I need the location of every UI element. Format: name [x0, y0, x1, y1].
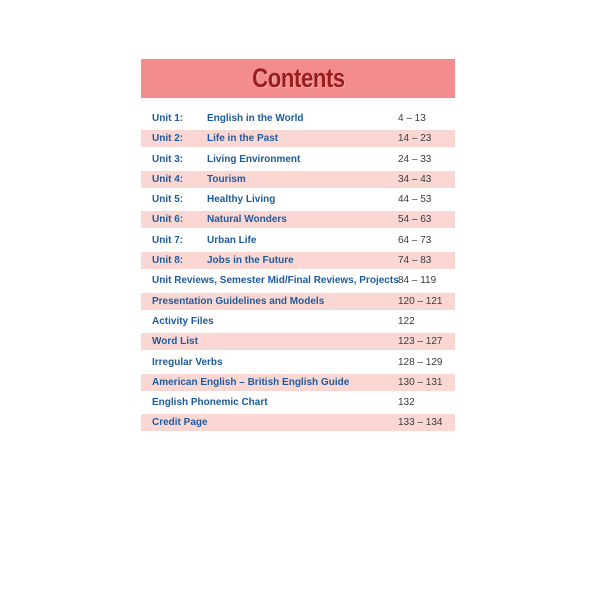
toc-entry-title: Living Environment — [207, 153, 301, 165]
toc-entry-title: Urban Life — [207, 234, 257, 246]
toc-row-activity-files[interactable] — [141, 313, 455, 330]
toc-page-range: 123 – 127 — [398, 336, 443, 348]
toc-entry-title: Jobs in the Future — [207, 255, 294, 267]
toc-row-unit-6[interactable] — [141, 211, 455, 228]
toc-unit-label: Unit 3: — [152, 153, 184, 165]
toc-page-range: 128 – 129 — [398, 356, 443, 368]
toc-entry-title: Presentation Guidelines and Models — [152, 295, 325, 307]
toc-row-unit-2[interactable] — [141, 130, 455, 147]
table-of-contents — [141, 110, 455, 435]
toc-entry-title: American English – British English Guide — [152, 376, 350, 388]
toc-entry-title: English Phonemic Chart — [152, 397, 268, 409]
toc-page-range: 84 – 119 — [398, 275, 437, 287]
toc-page-range: 14 – 23 — [398, 133, 432, 145]
toc-page-range: 64 – 73 — [398, 234, 432, 246]
toc-row-unit-4[interactable] — [141, 171, 455, 188]
toc-page-range: 4 – 13 — [398, 113, 426, 124]
toc-row-irregular-verbs[interactable] — [141, 354, 455, 371]
toc-page-range: 74 – 83 — [398, 255, 432, 267]
toc-row-unit-5[interactable] — [141, 191, 455, 208]
toc-unit-label: Unit 6: — [152, 214, 184, 226]
toc-entry-title: Unit Reviews, Semester Mid/Final Reviews, Projects — [152, 275, 399, 287]
toc-unit-label: Unit 4: — [152, 173, 184, 185]
toc-row-unit-1[interactable] — [141, 110, 455, 127]
toc-entry-title: Irregular Verbs — [152, 356, 223, 368]
toc-entry-title: Activity Files — [152, 315, 214, 327]
toc-row-credit-page[interactable] — [141, 414, 455, 431]
toc-entry-title: Healthy Living — [207, 194, 276, 206]
toc-entry-title: Word List — [152, 336, 198, 348]
toc-entry-title: Tourism — [207, 173, 246, 185]
toc-unit-label: Unit 5: — [152, 194, 184, 206]
toc-page-range: 24 – 33 — [398, 153, 432, 165]
toc-entry-title: Natural Wonders — [207, 214, 287, 226]
toc-entry-title: Life in the Past — [207, 133, 279, 145]
toc-unit-label: Unit 2: — [152, 133, 184, 145]
toc-row-unit-reviews[interactable] — [141, 272, 455, 289]
toc-page-range: 130 – 131 — [398, 376, 443, 388]
contents-header — [141, 59, 455, 98]
toc-page-range: 122 — [398, 315, 415, 327]
toc-page-range: 34 – 43 — [398, 173, 432, 185]
toc-unit-label: Unit 1: — [152, 113, 184, 124]
toc-row-unit-3[interactable] — [141, 151, 455, 168]
toc-entry-title: English in the World — [207, 113, 304, 124]
toc-row-unit-7[interactable] — [141, 232, 455, 249]
toc-page-range: 120 – 121 — [398, 295, 443, 307]
toc-page-range: 132 — [398, 397, 415, 409]
toc-row-presentation-guidelines[interactable] — [141, 293, 455, 310]
toc-page-range: 133 – 134 — [398, 417, 443, 429]
toc-unit-label: Unit 8: — [152, 255, 184, 267]
toc-row-american-british-guide[interactable] — [141, 374, 455, 391]
toc-row-word-list[interactable] — [141, 333, 455, 350]
page-title: Contents — [251, 63, 345, 93]
toc-row-phonemic-chart[interactable] — [141, 394, 455, 411]
toc-page-range: 54 – 63 — [398, 214, 432, 226]
toc-row-unit-8[interactable] — [141, 252, 455, 269]
toc-page-range: 44 – 53 — [398, 194, 432, 206]
toc-entry-title: Credit Page — [152, 417, 208, 429]
toc-unit-label: Unit 7: — [152, 234, 184, 246]
